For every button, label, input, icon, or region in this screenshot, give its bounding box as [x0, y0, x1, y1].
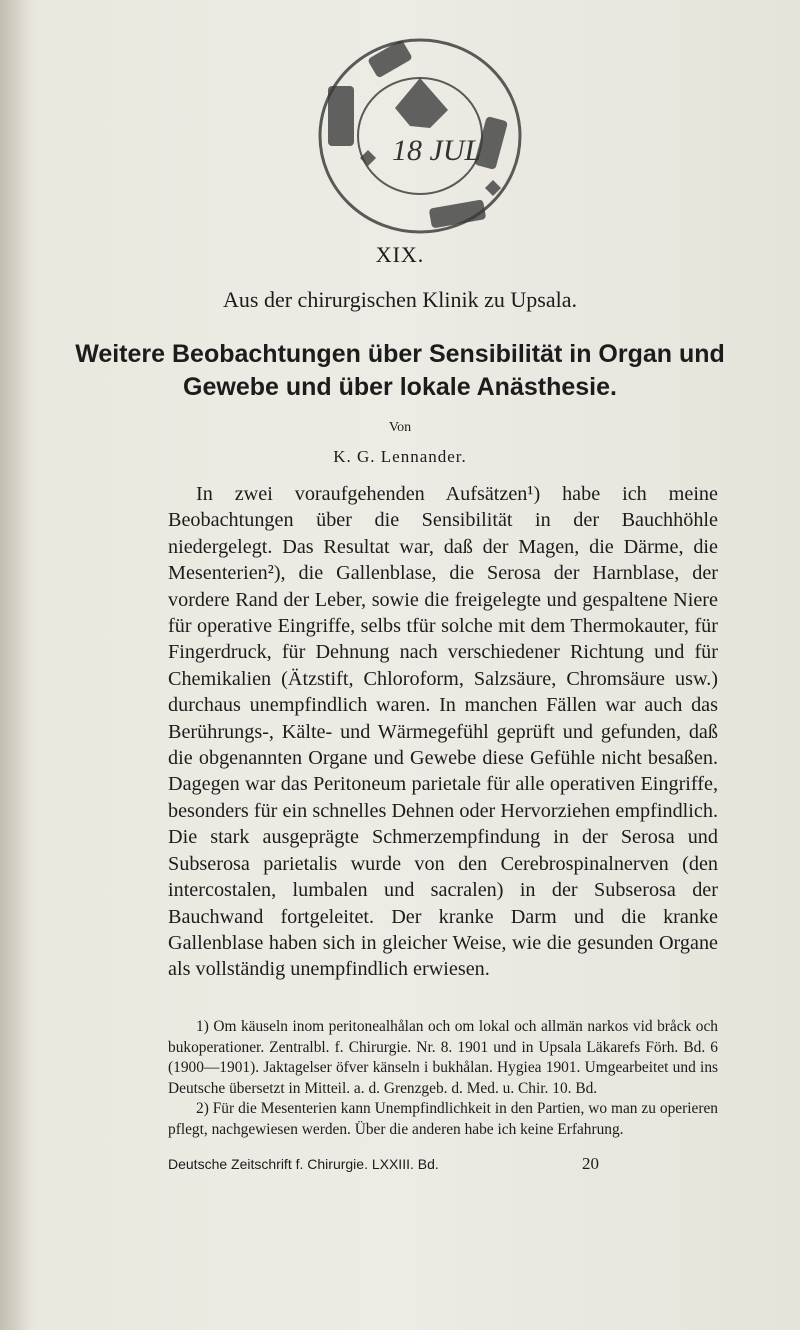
footnote-2: 2) Für die Mesenterien kann Unempfindlichkeit in den Partien, wo man zu operieren pflegt, nachgewiesen werden. Über die anderen habe ich keine Erfahrung. — [168, 1100, 718, 1138]
journal-footer: Deutsche Zeitschrift f. Chirurgie. LXXIII. Bd. — [168, 1156, 439, 1172]
chapter-number: XIX. — [375, 242, 425, 267]
institution-line: Aus der chirurgischen Klinik zu Upsala. — [223, 287, 577, 312]
stamp-date: 18 JUL — [392, 134, 482, 167]
page-number: 20 — [582, 1154, 599, 1173]
title-line-1: Weitere Beobachtungen über Sensibilität in Organ und — [75, 340, 725, 368]
body-text — [168, 481, 718, 983]
library-stamp — [300, 8, 540, 248]
author-name: K. G. Lennander. — [333, 447, 467, 466]
body-paragraph: In zwei voraufgehenden Aufsätzen¹) habe ich meine Beobachtungen über die Sensibilität in der Bauchhöhle niedergelegt. Das Resultat war, daß der Magen, die Därme, die Mesenterien²), die Gallenblase, die Serosa der Harnblase, der vordere Rand der Leber, sowie die freigelegte und gespaltene Niere für operative Eingriffe, selbs tfür solche mit dem Thermokauter, für Fingerdruck, für Dehnung nach verschiedener Richtung und für Chemikalien (Ätzstift, Chloroform, Salzsäure, Chromsäure usw.) durchaus unempfindlich waren. In manchen Fällen war auch das Berührungs-, Kälte- und Wärmegefühl geprüft und gefunden, daß die obgenannten Organe und Gewebe diese Gefühle nicht besaßen. Dagegen war das Peritoneum parietale für alle operativen Eingriffe, besonders für ein schnelles Dehnen oder Hervorziehen empfindlich. Die stark ausgeprägte Schmerzempfindung in der Serosa und Subserosa parietalis wurde von den Cerebrospinalnerven (den intercostalen, lumbalen und sacralen) in der Subserosa der Bauchwand fortgeleitet. Der kranke Darm und die kranke Gallenblase haben sich in gleicher Weise, wie die gesunden Organe als vollständig unempfindlich erwiesen. — [168, 483, 718, 981]
footnotes — [168, 1017, 718, 1140]
binding-shadow — [0, 0, 30, 1330]
title-line-2: Gewebe und über lokale Anästhesie. — [183, 373, 617, 401]
article-title — [60, 338, 740, 404]
byline-von: Von — [388, 420, 412, 435]
footnote-1: 1) Om käuseln inom peritonealhålan och om lokal och allmän narkos vid bråck och bukoperationer. Zentralbl. f. Chirurgie. Nr. 8. 1901 und in Upsala Läkarefs Förh. Bd. 6 (1900—1901). Jaktagelser öfver känseln i bukhålan. Hygiea 1901. Umgearbeitet und ins Deutsche übersetzt in Mitteil. a. d. Grenzgeb. d. Med. u. Chir. 10. Bd. — [168, 1018, 718, 1097]
